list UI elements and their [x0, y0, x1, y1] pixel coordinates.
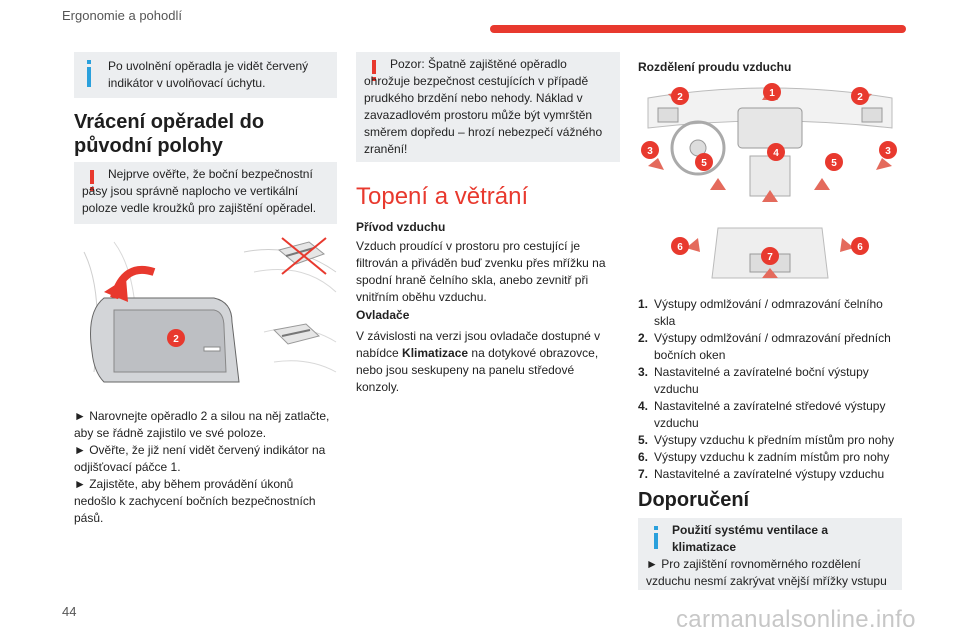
section-heading: Vrácení opěradel do původní polohy	[74, 111, 265, 157]
list-item	[638, 364, 904, 398]
paragraph: Vzduch proudící v prostoru pro cestující je filtrován a přiváděn buď zvenku přes mřížku na spodní hraně čelního skla, anebo zevnitř při vnitřním oběhu vzduchu.	[356, 239, 606, 304]
seat-backrest-figure	[74, 232, 337, 394]
list-text: Výstupy odmlžování / odmrazování předních bočních oken	[654, 331, 891, 362]
list-text: Nastavitelné a zavíratelné výstupy vzduchu	[654, 467, 885, 481]
info-note	[74, 52, 337, 98]
subheading: Ovladače	[356, 308, 410, 322]
svg-text:7: 7	[767, 252, 773, 263]
list-text: Nastavitelné a zavíratelné boční výstupy vzduchu	[654, 365, 869, 396]
tip-title: Použití systému ventilace a klimatizace	[672, 523, 829, 554]
figure-badge-3-left	[641, 141, 659, 159]
list-number: 4.	[638, 399, 649, 413]
list-number: 2.	[638, 331, 649, 345]
section-title: Ergonomie a pohodlí	[62, 8, 182, 23]
list-text: Výstupy odmlžování / odmrazování čelního skla	[654, 297, 883, 328]
svg-text:2: 2	[857, 92, 863, 103]
figure-badge-1	[763, 83, 781, 101]
figure-badge-4	[767, 143, 785, 161]
figure-badge	[167, 329, 185, 347]
subheading: Rozdělení proudu vzduchu	[638, 60, 792, 74]
figure-badge-5-right	[825, 153, 843, 171]
svg-text:1: 1	[769, 88, 775, 99]
menu-name: Klimatizace	[402, 346, 469, 360]
svg-text:3: 3	[885, 146, 891, 157]
info-icon-bar	[87, 67, 91, 87]
list-text: Výstupy vzduchu k předním místům pro nohy	[654, 433, 895, 447]
list-number: 3.	[638, 365, 649, 379]
list-item	[638, 398, 904, 432]
list-item	[638, 432, 904, 449]
svg-text:2: 2	[173, 334, 179, 345]
figure-badge-2-left	[671, 87, 689, 105]
section-heading: Doporučení	[638, 489, 750, 511]
svg-text:6: 6	[677, 242, 683, 253]
svg-text:5: 5	[701, 158, 707, 169]
figure-badge-6-right	[851, 237, 869, 255]
list-item	[638, 466, 904, 483]
svg-text:5: 5	[831, 158, 837, 169]
paragraph-text: V závislosti na verzi jsou ovladače dostupné v nabídce	[356, 329, 601, 360]
warning-note	[74, 162, 337, 224]
paragraph	[356, 328, 620, 396]
info-icon	[654, 526, 658, 530]
svg-text:6: 6	[857, 242, 863, 253]
paragraph-text: na dotykové obrazovce, nebo jsou seskupeny na panelu středové konzoly.	[356, 346, 599, 394]
legend-list	[638, 296, 904, 483]
list-item	[638, 330, 904, 364]
page-number: 44	[62, 604, 77, 619]
svg-text:2: 2	[677, 92, 683, 103]
list-number: 7.	[638, 467, 649, 481]
step-item: ► Narovnejte opěradlo 2 a silou na něj zatlačte, aby se řádně zajistilo ve své poloze.	[74, 409, 330, 440]
info-icon	[87, 60, 91, 64]
air-distribution-figure	[638, 78, 902, 286]
tip-text: ► Pro zajištění rovnoměrného rozdělení vzduchu nesmí zakrývat vnější mřížky vstupu	[646, 557, 887, 588]
list-text: Výstupy vzduchu k zadním místům pro nohy	[654, 450, 890, 464]
list-number: 5.	[638, 433, 649, 447]
steps-list	[74, 408, 338, 527]
list-number: 1.	[638, 297, 649, 311]
subheading: Přívod vzduchu	[356, 220, 446, 234]
header-accent-bar	[490, 25, 906, 33]
list-item	[638, 449, 904, 466]
step-item: ► Zajistěte, aby během provádění úkonů nedošlo k zachycení bočních bezpečnostních pásů.	[74, 477, 316, 525]
list-number: 6.	[638, 450, 649, 464]
step-item: ► Ověřte, že již není vidět červený indikátor na odjišťovací páčce 1.	[74, 443, 326, 474]
figure-badge-3-right	[879, 141, 897, 159]
list-item	[638, 296, 904, 330]
svg-text:4: 4	[773, 148, 779, 159]
chapter-title: Topení a větrání	[356, 183, 529, 210]
info-note	[638, 518, 902, 590]
figure-badge-7	[761, 247, 779, 265]
svg-text:3: 3	[647, 146, 653, 157]
warning-note	[356, 52, 620, 162]
figure-badge-6-left	[671, 237, 689, 255]
list-text: Nastavitelné a zavíratelné středové výstupy vzduchu	[654, 399, 886, 430]
warning-note-text: Nejprve ověřte, že boční bezpečnostní pásy jsou správně naplocho ve vertikální poloze vedle kroužků pro zajištění opěradel.	[82, 167, 317, 215]
figure-badge-5-left	[695, 153, 713, 171]
info-note-text: Po uvolnění opěradla je vidět červený indikátor v uvolňovací úchytu.	[108, 59, 309, 90]
warning-note-text: Pozor: Špatně zajištěné opěradlo ohrožuje bezpečnost cestujících v případě prudkého brzdění nebo nehody. Náklad v zavazadlovém prostoru může být vymrštěn směrem dopředu – hrozí nebezpečí vážného zranění!	[364, 57, 603, 156]
info-icon-bar	[654, 533, 658, 549]
watermark: carmanualsonline.info	[676, 606, 916, 633]
figure-badge-2-right	[851, 87, 869, 105]
